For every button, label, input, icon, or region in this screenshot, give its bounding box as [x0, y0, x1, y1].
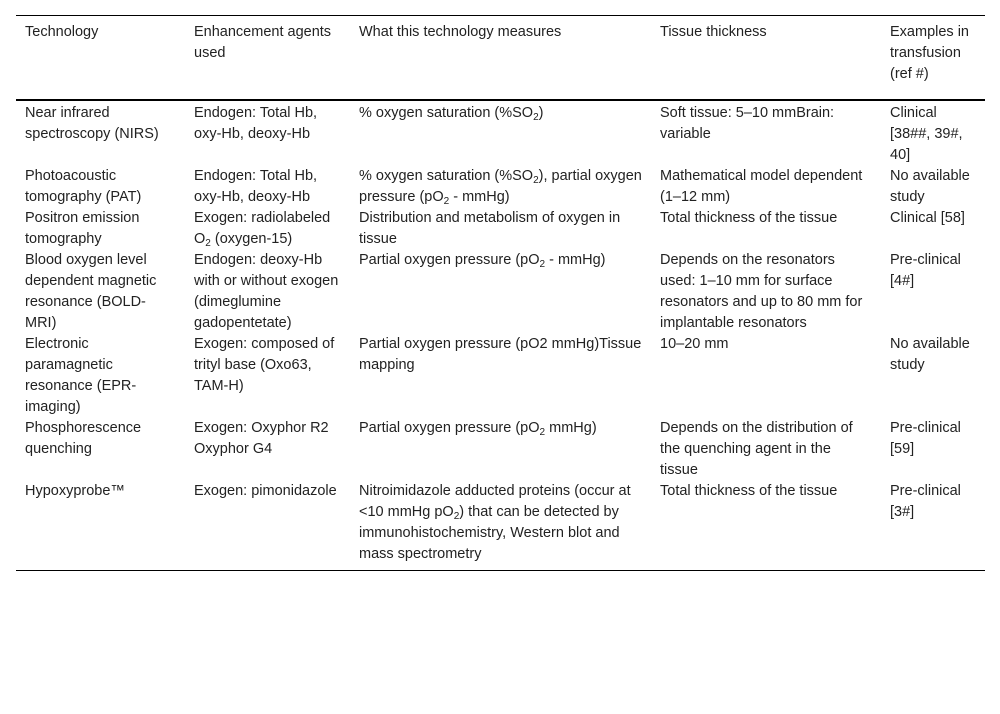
cell-examples: Clinical [58]: [890, 209, 965, 226]
cell-measures: Partial oxygen pressure ($pO_2$ mmHg): [359, 419, 597, 438]
cell-enhancement-agents: Exogen: pimonidazole: [194, 482, 337, 499]
cell-enhancement-agents: Exogen: composed of trityl base (Oxo63, TAM-H): [194, 335, 335, 394]
table-row: [16, 166, 985, 208]
header-technology: Technology: [25, 24, 99, 40]
header-tissue-thickness: Tissue thickness: [660, 24, 767, 40]
table-row: [16, 208, 985, 250]
cell-tissue-thickness: Soft tissue: 5–10 mmBrain: variable: [660, 104, 835, 142]
cell-measures: Partial oxygen pressure (pO2 mmHg)Tissue mapping: [359, 335, 642, 373]
cell-technology: Phosphorescence quenching: [25, 419, 142, 457]
cell-tissue-thickness: Mathematical model dependent (1–12 mm): [660, 167, 863, 205]
table-header: [16, 16, 985, 100]
table-body: [16, 100, 985, 571]
cell-tissue-thickness: 10–20 mm: [660, 335, 729, 352]
cell-tissue-thickness: Total thickness of the tissue: [660, 209, 838, 226]
cell-enhancement-agents: Endogen: Total Hb, oxy-Hb, deoxy-Hb: [194, 104, 318, 142]
header-examples: Examples in transfusion (ref #): [890, 24, 969, 82]
table-row: [16, 250, 985, 334]
header-row: [16, 16, 985, 100]
cell-examples: Pre-clinical [4#]: [890, 251, 961, 289]
cell-technology: Photoacoustic tomography (PAT): [25, 167, 142, 205]
cell-technology: Electronic paramagnetic resonance (EPR-imaging): [25, 335, 137, 415]
cell-examples: Pre-clinical [3#]: [890, 482, 961, 520]
cell-tissue-thickness: Depends on the distribution of the quenching agent in the tissue: [660, 419, 853, 478]
cell-tissue-thickness: Total thickness of the tissue: [660, 482, 838, 499]
cell-enhancement-agents: Exogen: Oxyphor R2 Oxyphor G4: [194, 419, 329, 457]
cell-technology: Positron emission tomography: [25, 209, 140, 247]
cell-technology: Blood oxygen level dependent magnetic resonance (BOLD-MRI): [25, 251, 157, 331]
cell-enhancement-agents: Endogen: Total Hb, oxy-Hb, deoxy-Hb: [194, 167, 318, 205]
oxygen-imaging-table: [16, 15, 985, 571]
cell-examples: Clinical [38##, 39#, 40]: [890, 104, 963, 163]
cell-examples: Pre-clinical [59]: [890, 419, 961, 457]
table-row: [16, 100, 985, 166]
cell-technology: Hypoxyprobe™: [25, 482, 125, 499]
cell-technology: Near infrared spectroscopy (NIRS): [25, 104, 159, 142]
table-row: [16, 418, 985, 481]
cell-measures: Nitroimidazole adducted proteins (occur at <10 mmHg $pO_2$) that can be detected by immunohistochemistry, Western blot and mass spectrometry: [359, 482, 631, 562]
cell-examples: No available study: [890, 335, 970, 373]
cell-tissue-thickness: Depends on the resonators used: 1–10 mm for surface resonators and up to 80 mm for implantable resonators: [660, 251, 863, 331]
table-row: [16, 481, 985, 571]
cell-enhancement-agents: Endogen: deoxy-Hb with or without exogen (dimeglumine gadopentetate): [194, 251, 339, 331]
cell-examples: No available study: [890, 167, 970, 205]
header-enhancement-agents: Enhancement agents used: [194, 24, 332, 61]
cell-measures: % oxygen saturation $(\%SO_2)$, partial oxygen pressure ($pO_2$ - mmHg): [359, 167, 642, 207]
header-measures: What this technology measures: [359, 24, 562, 40]
cell-enhancement-agents: Exogen: radiolabeled $O_2$ (oxygen-15): [194, 209, 331, 249]
cell-measures: Partial oxygen pressure ($pO_2$ - mmHg): [359, 251, 606, 270]
cell-measures: % oxygen saturation $(\%SO_2)$: [359, 104, 544, 123]
table-row: [16, 334, 985, 418]
cell-measures: Distribution and metabolism of oxygen in tissue: [359, 209, 621, 247]
